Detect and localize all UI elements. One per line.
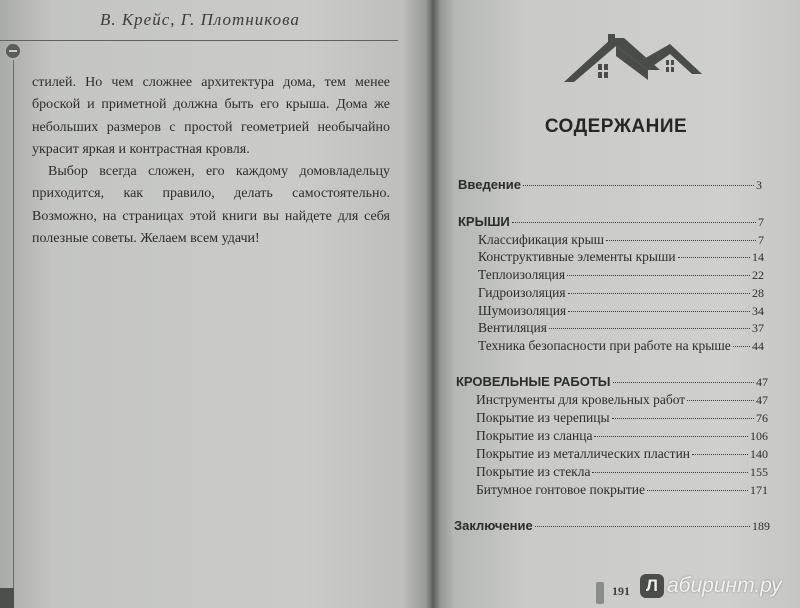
toc-entry-page: 37	[752, 321, 764, 335]
toc-entry-label: КРЫШИ	[458, 214, 510, 229]
toc-entry-label: Теплоизоляция	[478, 267, 566, 282]
toc-entry	[478, 266, 764, 283]
toc-entry	[476, 427, 768, 444]
toc-entry-page: 106	[750, 429, 768, 443]
toc-entry-label: Битумное гонтовое покрытие	[476, 482, 646, 497]
toc-entry-page: 7	[758, 215, 764, 229]
toc-entry-page: 22	[752, 268, 764, 282]
right-page	[432, 0, 800, 608]
toc-entry-page: 47	[756, 375, 768, 389]
toc-entry-label: Покрытие из стекла	[476, 464, 591, 479]
toc-entry	[478, 284, 764, 301]
toc-entry-page: 171	[750, 483, 768, 497]
toc-entry	[476, 391, 768, 408]
watermark	[640, 574, 782, 598]
header-rule	[0, 40, 398, 41]
toc-entry-page: 7	[758, 233, 764, 247]
toc-entry-label: Шумоизоляция	[478, 303, 567, 318]
toc-entry-page: 28	[752, 286, 764, 300]
fold-ornament	[0, 588, 14, 608]
toc-entry	[458, 213, 764, 230]
paragraph: Выбор всегда сложен, его каждому домовладельцу приходится, как правило, делать самостоятельно. Возможно, на страницах этой книги вы найдете для себя полезные советы. Желаем всем удачи!	[32, 164, 390, 247]
running-head: В. Крейс, Г. Плотникова	[100, 10, 300, 29]
toc-entry-label: Вентиляция	[478, 320, 547, 335]
toc-entry	[478, 302, 764, 319]
toc-entry-label: Заключение	[454, 518, 533, 533]
page-number: 191	[612, 584, 630, 598]
toc-title: СОДЕРЖАНИЕ	[544, 116, 688, 137]
toc-entry-label: Инструменты для кровельных работ	[476, 392, 686, 407]
toc-entry-label: Покрытие из металлических пластин	[476, 446, 691, 461]
toc-entry-page: 44	[752, 339, 764, 353]
corner-ornament-icon	[6, 44, 20, 58]
toc-entry-label: Покрытие из сланца	[476, 428, 593, 443]
toc-entry	[476, 463, 768, 480]
toc-entry-page: 155	[750, 465, 768, 479]
toc-entry-page: 14	[752, 250, 764, 264]
toc-entry	[478, 319, 764, 336]
toc-entry-label: Конструктивные элементы крыши	[478, 249, 676, 264]
toc-entry-page: 140	[750, 447, 768, 461]
toc-entry	[454, 517, 770, 534]
toc-entry-page: 76	[756, 411, 768, 425]
page-number-ornament	[596, 582, 604, 604]
toc-entry	[478, 231, 764, 248]
toc-entry	[476, 481, 768, 498]
toc-entry	[456, 373, 768, 390]
body-text	[32, 72, 390, 250]
toc-entry-label: Гидроизоляция	[478, 285, 566, 300]
toc-entry-label: КРОВЕЛЬНЫЕ РАБОТЫ	[456, 374, 611, 389]
watermark-logo-icon: Л	[640, 574, 664, 598]
toc-entry-label: Введение	[458, 177, 521, 192]
paragraph: стилей. Но чем сложнее архитектура дома, тем менее броской и приметной должна быть его крыша. Дома же небольших размеров с простой геометрией необычайно украсит яркая и контрастная кровля.	[32, 75, 390, 157]
book-gutter	[426, 0, 440, 608]
toc-entry-label: Классификация крыш	[478, 232, 605, 247]
watermark-text: абиринт.ру	[667, 574, 782, 597]
toc-entry-page: 189	[752, 519, 770, 533]
toc-entry	[476, 409, 768, 426]
toc-entry	[478, 337, 764, 354]
toc-entry-label: Покрытие из черепицы	[476, 410, 610, 425]
toc-entry-page: 34	[752, 304, 764, 318]
table-of-contents	[432, 0, 800, 608]
margin-rule	[13, 60, 14, 608]
toc-entry	[476, 445, 768, 462]
toc-entry-label: Техника безопасности при работе на крыше	[478, 338, 731, 353]
toc-entry	[458, 176, 762, 193]
toc-entry-page: 3	[756, 178, 762, 192]
toc-entry-page: 47	[756, 393, 768, 407]
toc-entry	[478, 248, 764, 265]
